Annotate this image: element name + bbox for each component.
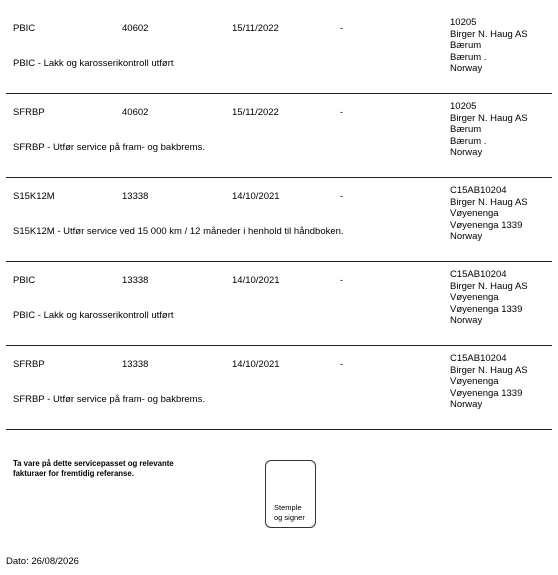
dealer-name: Birger N. Haug AS [450,364,528,376]
stamp-label-line: og signer [274,513,305,522]
service-date: 14/10/2021 [232,191,280,202]
mileage: 13338 [122,359,149,370]
stamp-signature-box [265,460,316,528]
dealer-city: Bærum . [450,51,487,63]
note-line: fakturaer for fremtidig referanse. [13,469,134,478]
service-date: 14/10/2021 [232,275,280,286]
service-description: SFRBP - Utfør service på fram- og bakbrems. [13,142,205,153]
dealer-address [450,269,528,327]
dealer-street: Vøyenenga [450,376,499,387]
divider [6,429,552,430]
service-code: S15K12M [13,191,55,202]
placeholder-dash: - [340,359,344,370]
service-description: PBIC - Lakk og karosserikontroll utført [13,310,174,321]
service-date: 15/11/2022 [232,107,279,118]
service-record [0,90,558,174]
service-date: 15/11/2022 [232,23,279,34]
service-record [0,342,558,426]
placeholder-dash: - [340,23,344,34]
dealer-country: Norway [450,399,483,410]
service-date: 14/10/2021 [232,359,280,370]
mileage: 40602 [122,107,149,118]
keep-records-note [13,459,174,479]
dealer-name: Birger N. Haug AS [450,28,528,40]
dealer-street: Vøyenenga [450,208,499,219]
service-code: SFRBP [13,107,45,118]
dealer-address [450,353,528,411]
mileage: 13338 [122,191,149,202]
dealer-id: C15AB10204 [450,269,507,280]
mileage: 40602 [122,23,149,34]
placeholder-dash: - [340,191,344,202]
service-description: PBIC - Lakk og karosserikontroll utført [13,58,174,69]
service-description: S15K12M - Utfør service ved 15 000 km / 12 måneder i henhold til håndboken. [13,226,344,237]
stamp-label-line: Stemple [274,503,302,512]
dealer-city: Vøyenenga 1339 [450,303,523,315]
mileage: 13338 [122,275,149,286]
dealer-street: Vøyenenga [450,292,499,303]
dealer-id: C15AB10204 [450,353,507,364]
dealer-country: Norway [450,147,483,158]
stamp-label [274,503,305,523]
dealer-country: Norway [450,315,483,326]
service-code: SFRBP [13,359,45,370]
dealer-id: 10205 [450,101,477,112]
dealer-address [450,101,528,159]
dealer-address [450,17,528,75]
document-date: Dato: 26/08/2026 [6,556,79,567]
note-line: Ta vare på dette servicepasset og relevante [13,459,174,468]
service-record [0,174,558,258]
dealer-country: Norway [450,63,483,74]
dealer-address [450,185,528,243]
dealer-city: Bærum . [450,135,487,147]
placeholder-dash: - [340,107,344,118]
dealer-city: Vøyenenga 1339 [450,387,523,399]
dealer-city: Vøyenenga 1339 [450,219,523,231]
service-record [0,6,558,90]
dealer-street: Bærum [450,124,482,135]
service-record [0,258,558,342]
dealer-id: C15AB10204 [450,185,507,196]
service-code: PBIC [13,275,36,286]
dealer-country: Norway [450,231,483,242]
dealer-street: Bærum [450,40,482,51]
dealer-name: Birger N. Haug AS [450,196,528,208]
dealer-name: Birger N. Haug AS [450,280,528,292]
dealer-id: 10205 [450,17,477,28]
service-code: PBIC [13,23,36,34]
dealer-name: Birger N. Haug AS [450,112,528,124]
service-description: SFRBP - Utfør service på fram- og bakbrems. [13,394,205,405]
placeholder-dash: - [340,275,344,286]
